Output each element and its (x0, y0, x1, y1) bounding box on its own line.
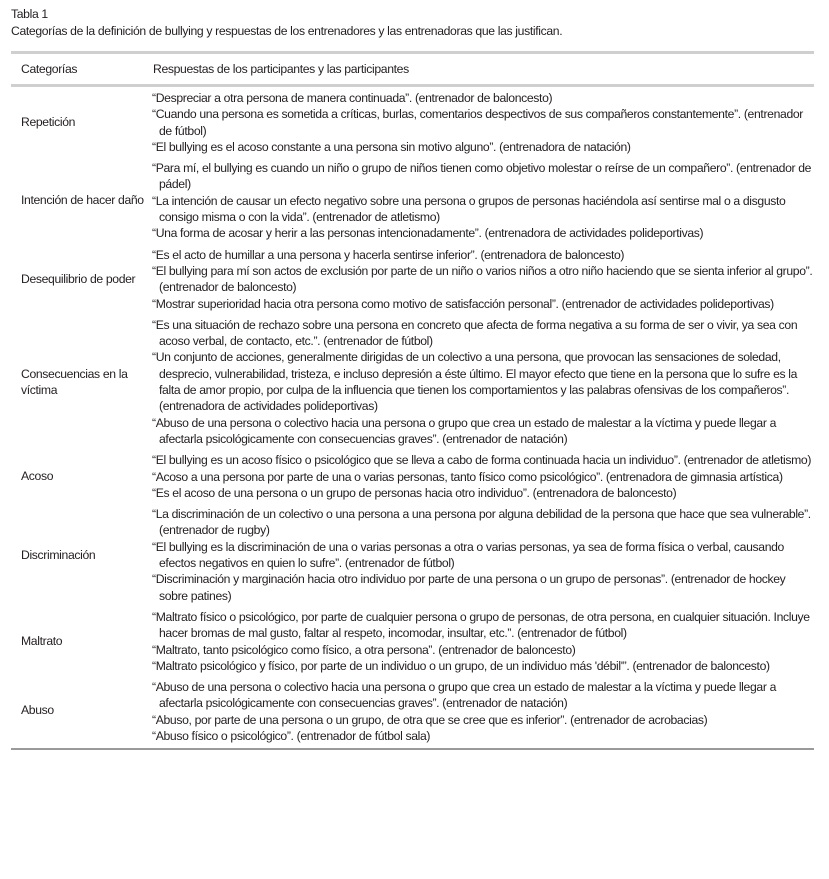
response-quote: “Mostrar superioridad hacia otra persona como motivo de satisfacción personal”. (entrenador de actividades polideportivas) (152, 296, 774, 311)
response-quote: “El bullying para mí son actos de exclusión por parte de un niño o varios niños a otro niño haciendo que se sienta inferior al grupo”. (entrenador de baloncesto) (152, 263, 813, 295)
table-row-abuso (11, 676, 814, 748)
response-quote: “Es el acoso de una persona o un grupo de personas hacia otro individuo”. (entrenadora de baloncesto) (152, 485, 677, 500)
category-cell: Repetición (21, 115, 76, 130)
response-quote: “Discriminación y marginación hacia otro individuo por parte de una persona o un grupo de personas”. (entrenador de hockey sobre patines) (152, 572, 786, 603)
response-quote: “Maltrato, tanto psicológico como físico, a otra persona”. (entrenador de baloncesto) (152, 642, 576, 657)
table-row-desequilibrio (11, 244, 814, 314)
table-row-consecuencias (11, 314, 814, 449)
column-header-responses: Respuestas de los participantes y las participantes (153, 62, 409, 76)
table-label: Tabla 1 (11, 7, 48, 21)
response-quote: “Cuando una persona es sometida a críticas, burlas, comentarios despectivos de sus compañeros constantemente”. (entrenador de fútbol) (152, 107, 804, 138)
category-cell: Abuso (21, 703, 54, 718)
category-cell: Intención de hacer daño (21, 193, 144, 208)
response-quote: “Abuso, por parte de una persona o un grupo, de otra que se cree que es inferior”. (entrenador de acrobacias) (152, 712, 708, 727)
category-cell: Acoso (21, 469, 54, 484)
response-quote: “Para mí, el bullying es cuando un niño o grupo de niños tienen como objetivo molestar o reírse de un compañero”. (entrenador de pádel) (152, 161, 812, 192)
categories-table (11, 51, 814, 750)
response-quote: “Abuso físico o psicológico”. (entrenador de fútbol sala) (152, 728, 431, 743)
responses-cell (152, 314, 814, 449)
category-cell: Discriminación (21, 547, 96, 562)
response-quote: “Despreciar a otra persona de manera continuada”. (entrenador de baloncesto) (152, 91, 553, 105)
response-quote: “El bullying es un acoso físico o psicológico que se lleva a cabo de forma continuada hacia un individuo”. (entrenador de atletismo) (152, 453, 812, 468)
table-header-row (11, 53, 814, 86)
responses-cell (152, 244, 814, 314)
response-quote: “La intención de causar un efecto negativo sobre una persona o grupos de personas haciéndola así sentirse mal o a disgusto consigo misma o con la vida”. (entrenador de atletismo) (152, 193, 786, 225)
category-cell: Desequilibrio de poder (21, 271, 136, 286)
response-quote: “Acoso a una persona por parte de una o varias personas, tanto físico como psicológico”. (entrenadora de gimnasia artística) (152, 469, 783, 484)
table-row-intencion (11, 157, 814, 243)
responses-cell (152, 449, 814, 503)
table-row-discriminacion (11, 503, 814, 606)
table-title: Categorías de la definición de bullying y respuestas de los entrenadores y las entrenadoras que las justifican. (11, 24, 563, 38)
response-quote: “Abuso de una persona o colectivo hacia una persona o grupo que crea un estado de malestar a la víctima y puede llegar a afectarla psicológicamente con consecuencias graves”. (entrenador de natación) (152, 415, 776, 446)
table-row-acoso (11, 449, 814, 503)
responses-cell (152, 503, 814, 606)
response-quote: “Maltrato físico o psicológico, por parte de cualquier persona o grupo de personas, de otra persona, en cualquier situación. Incluye hacer bromas de mal gusto, faltar al respeto, incomodar, insultar, etc.”. (entrenador de fútbol) (152, 609, 810, 641)
response-quote: “Una forma de acosar y herir a las personas intencionadamente”. (entrenadora de actividades polideportivas) (152, 226, 704, 241)
column-header-categories: Categorías (21, 62, 78, 76)
response-quote: “Es una situación de rechazo sobre una persona en concreto que afecta de forma negativa a su forma de ser o vivir, ya sea con acoso verbal, de contacto, etc.”. (entrenador de fútbol) (152, 317, 798, 349)
response-quote: “Es el acto de humillar a una persona y hacerla sentirse inferior”. (entrenadora de baloncesto) (152, 247, 625, 262)
responses-cell (152, 157, 814, 243)
responses-cell (152, 676, 814, 748)
responses-cell (152, 606, 814, 676)
category-cell: Maltrato (21, 634, 63, 648)
table-row-maltrato (11, 606, 814, 676)
response-quote: “Maltrato psicológico y físico, por parte de un individuo o un grupo, de un individuo más 'débil'”. (entrenador de baloncesto) (152, 658, 770, 673)
category-cell: Consecuencias en la víctima (21, 366, 128, 397)
responses-cell (152, 86, 814, 158)
response-quote: “El bullying es la discriminación de una o varias personas a otra o varias personas, ya sea de forma física o verbal, causando efectos negativos en quien lo sufre”. (entrenador de fútbol) (152, 539, 784, 571)
response-quote: “El bullying es el acoso constante a una persona sin motivo alguno”. (entrenadora de natación) (152, 139, 631, 154)
table-row-repeticion (11, 86, 814, 158)
response-quote: “La discriminación de un colectivo o una persona a una persona por alguna debilidad de la persona que hace que sea vulnerable”. (entrenador de rugby) (152, 507, 811, 538)
response-quote: “Un conjunto de acciones, generalmente dirigidas de un colectivo a una persona, que provocan las sensaciones de soledad, desprecio, vulnerabilidad, tristeza, e incluso depresión a éste último. El mayor efecto que tiene en la persona que lo sufre es la falta de amor propio, por culpa de la influencia que tienen los comportamientos y las palabras ofensivas de los compañeros”. (entrenadora de actividades polideportivas) (152, 350, 798, 414)
response-quote: “Abuso de una persona o colectivo hacia una persona o grupo que crea un estado de malestar a la víctima y puede llegar a afectarla psicológicamente con consecuencias graves”. (entrenador de natación) (152, 680, 776, 711)
table-caption (11, 6, 562, 40)
